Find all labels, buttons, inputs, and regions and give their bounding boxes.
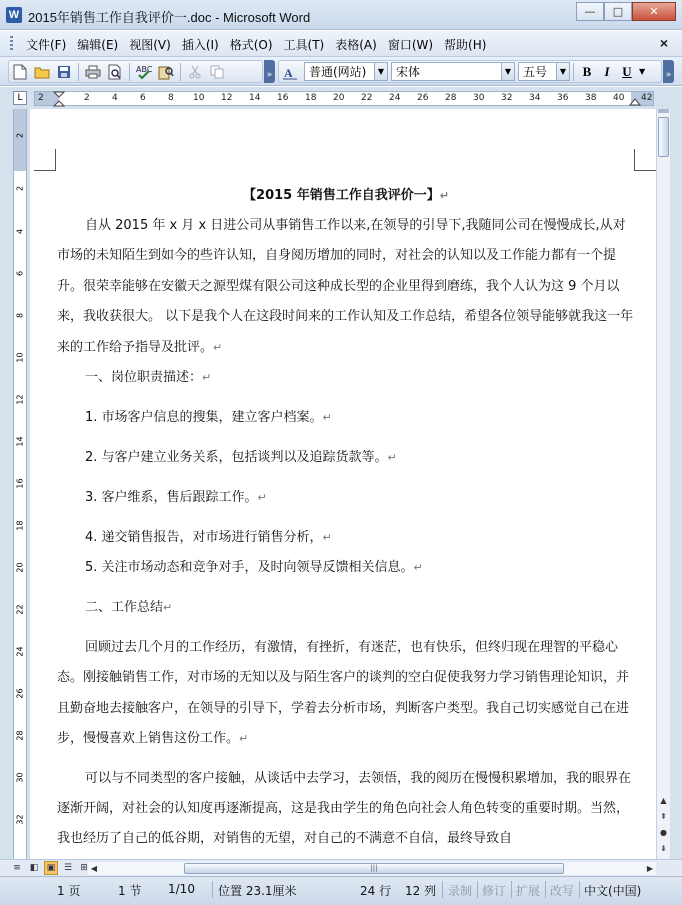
vruler-tick: 12 <box>15 394 25 405</box>
duty-text: 4. 递交销售报告，对市场进行销售分析， <box>85 530 323 546</box>
vruler-tick: 6 <box>15 270 25 277</box>
spacer <box>57 583 635 593</box>
style-select[interactable] <box>304 62 388 81</box>
window-controls <box>576 2 676 21</box>
print-preview-icon[interactable] <box>106 63 124 81</box>
duty-item <box>57 523 635 553</box>
vruler-tick: 18 <box>15 520 25 531</box>
paragraph-mark: ↵ <box>439 189 449 202</box>
spacer <box>57 473 635 483</box>
ruler-tick: 28 <box>445 93 457 103</box>
title-bar <box>0 0 682 30</box>
ruler-tick: 40 <box>613 93 625 103</box>
document-page[interactable] <box>30 109 656 859</box>
normal-view-icon[interactable]: ≡ <box>13 863 21 873</box>
ruler-tick: 20 <box>333 93 345 103</box>
new-document-icon[interactable] <box>11 63 29 81</box>
print-icon[interactable] <box>84 63 102 81</box>
paragraph-mark: ↵ <box>163 601 173 615</box>
window-right-edge <box>670 87 682 859</box>
spacer <box>57 393 635 403</box>
ruler-tick: 2 <box>84 93 90 103</box>
status-extend[interactable]: 扩展 <box>516 884 541 898</box>
vruler-tick: 16 <box>15 478 25 489</box>
status-page-of: 1/10 <box>168 882 195 896</box>
ruler-tick: 30 <box>473 93 485 103</box>
summary1-text: 回顾过去几个月的工作经历，有激情，有挫折，有迷茫，也有快乐，但终归现在理智的平稳心态。刚接触销售工作，对市场的无知以及与陌生客户的谈判的空白促使我努力学习销售理论知识，并且勤奋地去接触客户，在领导的引导下，学着去分析市场，判断客户类型。我自己切实感觉自己在进步，慢慢喜欢上销售这份工作。 <box>57 640 630 747</box>
ruler-tick: 18 <box>305 93 317 103</box>
menu-insert[interactable]: 插入(I) <box>181 38 219 52</box>
menu-grip-handle[interactable] <box>10 36 13 52</box>
summary-paragraph <box>57 764 635 855</box>
formatting-options-chevron[interactable]: » <box>663 60 674 83</box>
font-size-value: 五号 <box>523 65 548 79</box>
status-column: 12 列 <box>405 884 437 898</box>
vruler-tick: 24 <box>15 646 25 657</box>
font-select[interactable] <box>391 62 515 81</box>
status-section: 1 节 <box>118 884 142 898</box>
paragraph-mark: ↵ <box>387 451 397 465</box>
standard-toolbar <box>8 60 263 83</box>
spacer <box>57 433 635 443</box>
ruler-tick: 42 <box>641 93 653 103</box>
crop-mark-top-left <box>34 149 56 171</box>
menu-bar <box>0 31 682 57</box>
menu-help[interactable]: 帮助(H) <box>444 38 487 52</box>
document-close-button[interactable]: × <box>659 35 668 51</box>
vruler-tick: 2 <box>15 185 25 192</box>
toolbar-separator <box>129 63 130 81</box>
select-browse-object-icon[interactable]: ● <box>660 827 667 837</box>
vruler-tick: 20 <box>15 562 25 573</box>
font-select-value: 宋体 <box>396 65 421 79</box>
research-icon[interactable] <box>157 63 175 81</box>
scroll-up-arrow-icon[interactable]: ▲ <box>660 795 667 805</box>
status-overtype[interactable]: 改写 <box>550 884 575 898</box>
status-bar <box>0 876 682 905</box>
cut-icon[interactable] <box>186 63 204 81</box>
toolbar <box>0 57 682 86</box>
intro-text: 自从 2015 年 x 月 x 日进公司从事销售工作以来,在领导的引导下,我随同公司在慢慢成长,从对市场的未知陌生到如今的些许认知，自身阅历增加的同时，对社会的认知以及工作能力都有一个提升。很荣幸能够在安徽天之源型煤有限公司这种成长型的企业里得到磨练，我个人认为这 9 个月以来，我收获很大。 以下是我个人在这段时间来的工作认知及工作总结，希望各位领导能够就我这一年来的工作给予指导及批评。 <box>57 218 634 355</box>
copy-icon[interactable] <box>208 63 226 81</box>
window-title: 2015年销售工作自我评价一.doc - Microsoft Word <box>28 10 311 25</box>
menu-format[interactable]: 格式(O) <box>229 38 273 52</box>
ruler-tick: 2 <box>38 93 44 103</box>
duty-text: 5. 关注市场动态和竞争对手，及时向领导反馈相关信息。 <box>85 560 414 576</box>
toolbar-options-chevron[interactable]: » <box>264 60 275 83</box>
menu-items <box>24 36 495 53</box>
vertical-ruler-row <box>0 109 30 859</box>
bold-button[interactable]: B <box>582 63 592 79</box>
paragraph-mark: ↵ <box>257 491 267 505</box>
summary2-text: 可以与不同类型的客户接触，从谈话中去学习，去领悟，我的阅历在慢慢积累增加，我的眼界在逐渐开阔，对社会的认知度再逐渐提高，这是我由学生的角色向社会人角色转变的重要时期。当然，我也经历了自己的低谷期，对销售的无望，对自己的不满意不自信，最终导致自 <box>57 770 632 847</box>
toolbar-separator <box>180 63 181 81</box>
style-select-value: 普通(网站) <box>309 65 367 79</box>
chevron-down-icon[interactable]: ▼ <box>374 63 387 80</box>
menu-table[interactable]: 表格(A) <box>335 38 377 52</box>
spacer <box>57 623 635 633</box>
vertical-ruler[interactable] <box>13 109 27 859</box>
duty-item <box>57 443 635 473</box>
horizontal-ruler[interactable] <box>34 91 654 106</box>
vruler-tick: 8 <box>15 312 25 319</box>
vruler-tick: 2 <box>15 132 25 139</box>
vruler-tick: 26 <box>15 688 25 699</box>
tab-selector[interactable]: L <box>13 91 27 105</box>
previous-page-icon[interactable]: ⇞ <box>660 811 667 821</box>
vruler-tick: 30 <box>15 772 25 783</box>
scroll-left-arrow-icon[interactable]: ◀ <box>90 864 98 873</box>
right-indent-marker-icon[interactable] <box>629 96 641 106</box>
menu-tools[interactable]: 工具(T) <box>283 38 325 52</box>
ruler-tick: 10 <box>193 93 205 103</box>
horizontal-scrollbar[interactable] <box>88 862 656 875</box>
scroll-right-arrow-icon[interactable]: ▶ <box>646 864 654 873</box>
status-position: 位置 23.1厘米 <box>218 884 297 898</box>
status-record[interactable]: 录制 <box>448 884 473 898</box>
duty-item <box>57 553 635 583</box>
split-box[interactable] <box>658 109 669 113</box>
heading-text: 【2015 年销售工作自我评价一】 <box>243 188 440 203</box>
status-language[interactable]: 中文(中国) <box>584 884 642 898</box>
status-separator <box>477 881 478 898</box>
ruler-tick: 6 <box>140 93 146 103</box>
toolbar-separator <box>573 63 574 81</box>
horizontal-scroll-thumb[interactable]: ||| <box>184 863 564 874</box>
vertical-scroll-thumb[interactable] <box>658 117 669 157</box>
spelling-grammar-icon[interactable] <box>135 63 153 81</box>
underline-button[interactable]: U <box>622 63 632 79</box>
print-layout-view-icon[interactable]: ▣ <box>44 861 58 875</box>
styles-formatting-icon[interactable] <box>281 63 299 81</box>
save-icon[interactable] <box>55 63 73 81</box>
duty-text: 1. 市场客户信息的搜集，建立客户档案。 <box>85 410 323 426</box>
vruler-tick: 10 <box>15 352 25 363</box>
chevron-down-icon[interactable]: ▼ <box>556 63 569 80</box>
document-body[interactable] <box>57 181 635 855</box>
ruler-tick: 4 <box>112 93 118 103</box>
toolbar-separator <box>78 63 79 81</box>
menu-window[interactable]: 窗口(W) <box>387 38 434 52</box>
italic-button[interactable]: I <box>604 63 610 79</box>
ruler-tick: 24 <box>389 93 401 103</box>
document-heading <box>57 181 635 211</box>
paragraph-mark: ↵ <box>213 340 223 354</box>
status-track-changes[interactable]: 修订 <box>482 884 507 898</box>
ruler-tick: 12 <box>221 93 233 103</box>
vruler-tick: 4 <box>15 228 25 235</box>
vruler-tick: 32 <box>15 814 25 825</box>
paragraph-mark: ↵ <box>202 371 212 385</box>
vruler-tick: 22 <box>15 604 25 615</box>
indent-marker-icon[interactable] <box>53 91 65 107</box>
status-line: 24 行 <box>360 884 392 898</box>
word-app-icon[interactable]: W <box>6 7 22 23</box>
ruler-tick: 32 <box>501 93 513 103</box>
web-layout-view-icon[interactable]: ◧ <box>29 863 39 873</box>
section-heading-duties <box>57 363 635 393</box>
ruler-tick: 34 <box>529 93 541 103</box>
status-separator <box>212 881 213 898</box>
paragraph-mark: ↵ <box>239 732 249 746</box>
summary-paragraph <box>57 633 635 755</box>
duty-item <box>57 483 635 513</box>
vertical-scrollbar[interactable] <box>656 109 670 859</box>
formatting-toolbar <box>278 60 662 83</box>
status-separator <box>511 881 512 898</box>
maximize-button[interactable]: □ <box>604 2 632 21</box>
status-separator <box>579 881 580 898</box>
duty-text: 3. 客户维系，售后跟踪工作。 <box>85 490 258 506</box>
ruler-tick: 8 <box>168 93 174 103</box>
ruler-tick: 36 <box>557 93 569 103</box>
spacer <box>57 755 635 764</box>
spacer <box>57 513 635 523</box>
vruler-tick: 14 <box>15 436 25 447</box>
paragraph-mark: ↵ <box>322 411 332 425</box>
menu-edit[interactable]: 编辑(E) <box>77 38 119 52</box>
menu-file[interactable]: 文件(F) <box>26 38 67 52</box>
outline-view-icon[interactable]: ☰ <box>63 863 73 873</box>
chevron-down-icon[interactable]: ▼ <box>501 63 514 80</box>
next-page-icon[interactable]: ⇟ <box>660 843 667 853</box>
section-heading-summary <box>57 593 635 623</box>
status-separator <box>442 881 443 898</box>
menu-view[interactable]: 视图(V) <box>129 38 171 52</box>
ruler-tick: 26 <box>417 93 429 103</box>
underline-options-chevron-icon[interactable]: ▼ <box>639 67 646 76</box>
open-folder-icon[interactable] <box>33 63 51 81</box>
horizontal-ruler-row <box>0 87 682 109</box>
section1-text: 一、岗位职责描述： <box>85 370 203 386</box>
svg-text:ABC: ABC <box>136 64 152 74</box>
font-size-select[interactable] <box>518 62 570 81</box>
view-and-scroll-row <box>0 859 682 876</box>
intro-paragraph <box>57 211 635 363</box>
paragraph-mark: ↵ <box>413 561 423 575</box>
ruler-tick: 38 <box>585 93 597 103</box>
reading-layout-view-icon[interactable]: ⊞ <box>80 863 88 873</box>
status-page: 1 页 <box>57 884 81 898</box>
paragraph-mark: ↵ <box>322 531 332 545</box>
ruler-tick: 14 <box>249 93 261 103</box>
duty-text: 2. 与客户建立业务关系，包括谈判以及追踪货款等。 <box>85 450 388 466</box>
crop-mark-top-right <box>634 149 656 171</box>
ruler-tick: 16 <box>277 93 289 103</box>
svg-text:A: A <box>284 65 293 80</box>
ruler-tick: 22 <box>361 93 373 103</box>
status-separator <box>545 881 546 898</box>
minimize-button[interactable]: — <box>576 2 604 21</box>
close-button[interactable]: ✕ <box>632 2 676 21</box>
section2-text: 二、工作总结 <box>85 600 164 616</box>
duty-item <box>57 403 635 433</box>
vruler-tick: 28 <box>15 730 25 741</box>
